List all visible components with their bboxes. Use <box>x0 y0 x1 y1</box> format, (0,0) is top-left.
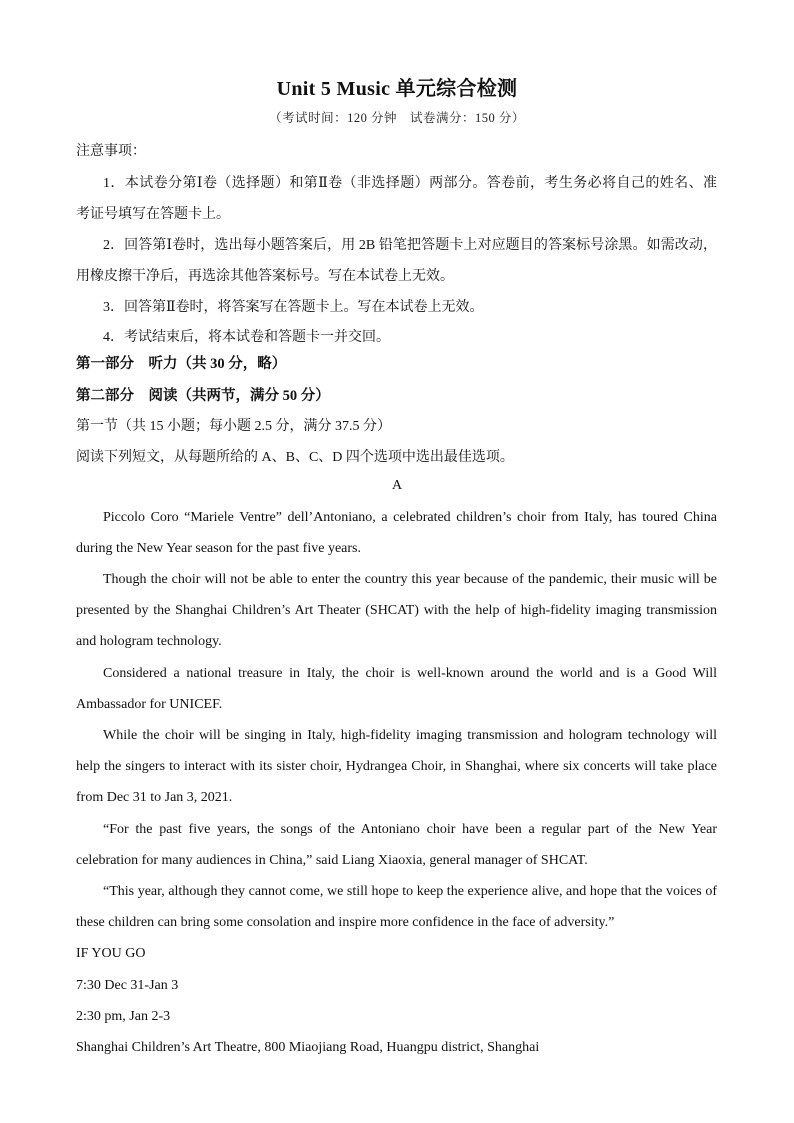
passage-p1-line-2: during the New Year season for the past five years. <box>76 541 361 556</box>
exam-info-subtitle: （考试时间：120 分钟 试卷满分：150 分） <box>269 111 525 125</box>
page-title: Unit 5 Music 单元综合检测 <box>276 78 518 100</box>
notice-heading: 注意事项： <box>76 144 146 159</box>
info-time-1: 7:30 Dec 31-Jan 3 <box>76 978 179 993</box>
passage-p2-line-3: and hologram technology. <box>76 634 222 649</box>
notice-item-4: 4．考试结束后，将本试卷和答题卡一并交回。 <box>103 330 390 345</box>
passage-p3-line-1: Considered a national treasure in Italy, the choir is well-known around the world and is a Good Will <box>103 666 717 681</box>
passage-label: A <box>391 478 403 493</box>
passage-p2-line-1: Though the choir will not be able to enter the country this year because of the pandemic, their music will be <box>103 572 717 587</box>
info-time-2: 2:30 pm, Jan 2-3 <box>76 1009 171 1024</box>
section-1-heading: 第一节（共 15 小题；每小题 2.5 分，满分 37.5 分） <box>76 419 391 434</box>
info-address: Shanghai Children’s Art Theatre, 800 Miaojiang Road, Huangpu district, Shanghai <box>76 1040 540 1055</box>
notice-item-2-line-2: 用橡皮擦干净后，再选涂其他答案标号。写在本试卷上无效。 <box>76 269 454 284</box>
passage-p5-line-1: “For the past five years, the songs of the Antoniano choir have been a regular part of the New Year <box>103 822 717 837</box>
notice-item-1-line-1: 1．本试卷分第Ⅰ卷（选择题）和第Ⅱ卷（非选择题）两部分。答卷前，考生务必将自己的姓名、准 <box>103 176 717 191</box>
passage-p4-line-2: help the singers to interact with its sister choir, Hydrangea Choir, in Shanghai, where six concerts will take place <box>76 759 717 774</box>
part-2-heading: 第二部分 阅读（共两节，满分 50 分） <box>76 388 330 404</box>
notice-item-3: 3．回答第Ⅱ卷时，将答案写在答题卡上。写在本试卷上无效。 <box>103 300 484 315</box>
passage-p1-line-1: Piccolo Coro “Mariele Ventre” dell’Antoniano, a celebrated children’s choir from Italy, has toured China <box>103 510 717 525</box>
passage-p6-line-1: “This year, although they cannot come, we still hope to keep the experience alive, and hope that the voices of <box>103 884 717 899</box>
passage-p3-line-2: Ambassador for UNICEF. <box>76 697 223 712</box>
passage-p4-line-3: from Dec 31 to Jan 3, 2021. <box>76 790 233 805</box>
passage-p4-line-1: While the choir will be singing in Italy, high-fidelity imaging transmission and hologram technology will <box>103 728 717 743</box>
notice-item-1-line-2: 考证号填写在答题卡上。 <box>76 207 230 222</box>
notice-item-2-line-1: 2．回答第Ⅰ卷时，选出每小题答案后，用 2B 铅笔把答题卡上对应题目的答案标号涂黑。如需改动， <box>103 238 717 253</box>
part-1-heading: 第一部分 听力（共 30 分，略） <box>76 356 287 372</box>
passage-p5-line-2: celebration for many audiences in China,” said Liang Xiaoxia, general manager of SHCAT. <box>76 853 588 868</box>
passage-p2-line-2: presented by the Shanghai Children’s Art Theater (SHCAT) with the help of high-fidelity imaging transmission <box>76 603 717 618</box>
passage-p6-line-2: these children can bring some consolation and inspire more confidence in the face of adversity.” <box>76 915 615 930</box>
reading-instruction: 阅读下列短文，从每题所给的 A、B、C、D 四个选项中选出最佳选项。 <box>76 450 514 465</box>
info-heading: IF YOU GO <box>76 946 146 961</box>
